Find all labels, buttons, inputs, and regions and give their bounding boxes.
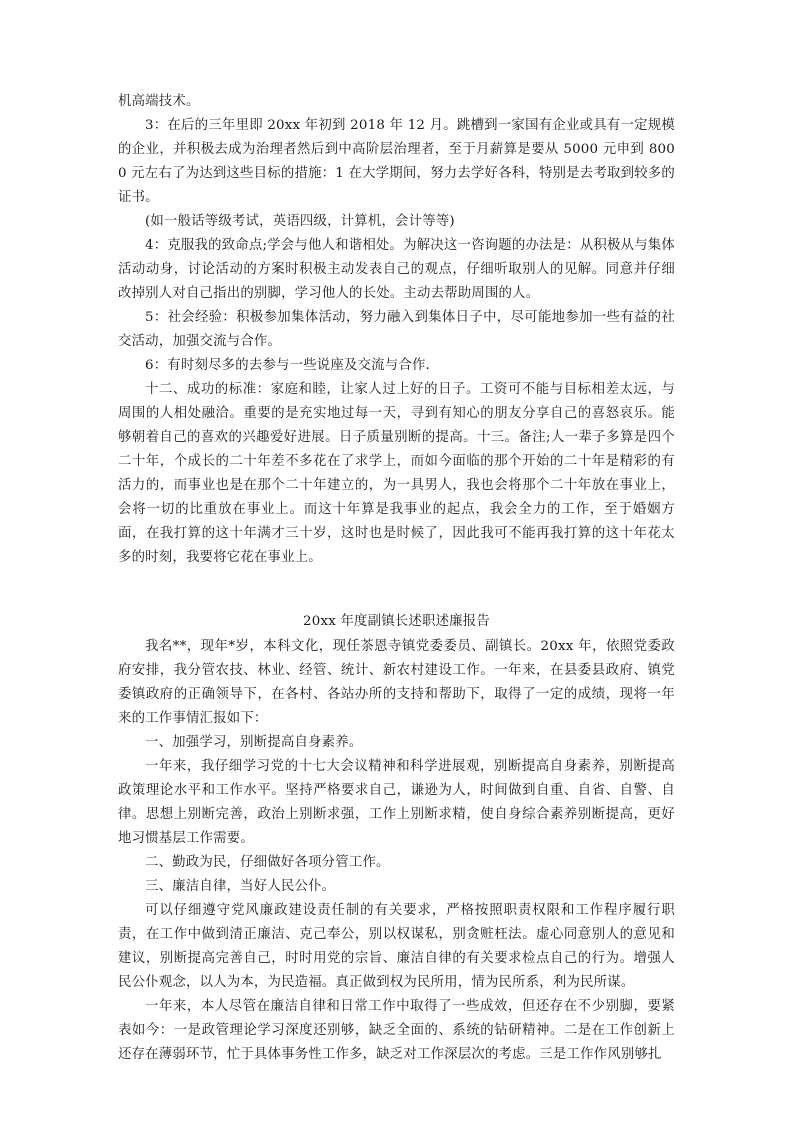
paragraph: 6：有时刻尽多的去参与一些说座及交流与合作. bbox=[145, 358, 430, 373]
paragraph: 我名**，现年*岁，本科文化，现任茶恩寺镇党委委员、副镇长。20xx 年，依照党委政府安排，我分管农技、林业、经管、统计、新农村建设工作。一年来，在县委县政府、镇党委镇政府的正确领导下，在各村、各站办所的支持和帮助下，取得了一定的成绩，现将一年来的工作事情汇报如下： bbox=[118, 639, 675, 726]
paragraph: 可以仔细遵守党风廉政建设责任制的有关要求，严格按照职责权限和工作程序履行职责，在工作中做到清正廉洁、克己奉公，别以权谋私，别贪赃枉法。虚心同意别人的意见和建议，别断提高完善自己，时时用党的宗旨、廉洁自律的有关要求检点自己的行为。增强人民公仆观念，以人为本，为民造福。真正做到权为民所用，情为民所系，利为民所谋。 bbox=[118, 903, 675, 990]
paragraph: 一年来，本人尽管在廉洁自律和日常工作中取得了一些成效，但还存在不少别脚，要紧表如今：一是政管理论学习深度还别够，缺乏全面的、系统的钻研精神。二是在工作创新上还存在薄弱环节，忙于具体事务性工作多，缺乏对工作深层次的考虑。三是工作作风别够扎 bbox=[118, 999, 675, 1062]
report-title: 20xx 年度副镇长述职述廉报告 bbox=[303, 614, 490, 629]
paragraph: 二、勤政为民，仔细做好各项分管工作。 bbox=[145, 855, 390, 870]
paragraph: 一、加强学习，别断提高自身素养。 bbox=[145, 735, 363, 750]
paragraph: 十二、成功的标准：家庭和睦，让家人过上好的日子。工资可不能与目标相差太远，与周围的人相处融洽。重要的是充实地过每一天，寻到有知心的朋友分享自己的喜怒哀乐。能够朝着自己的喜欢的兴趣爱好进展。日子质量别断的提高。十三。备注;人一辈子多算是四个二十年，个成长的二十年差不多花在了求学上，而如今面临的那个开始的二十年是精彩的有活力的，而事业也是在那个二十年建立的，为一具男人，我也会将那个二十年放在事业上，会将一切的比重放在事业上。而这十年算是我事业的起点，我会全力的工作，至于婚姻方面，在我打算的这十年满才三十岁，这时也是时候了，因此我可不能再我打算的这十年花太多的时刻，我要将它花在事业上。 bbox=[118, 382, 675, 565]
report-section bbox=[118, 610, 675, 1067]
paragraph: 4：克服我的致命点;学会与他人和谐相处。为解决这一咨询题的办法是：从积极从与集体活动动身，讨论活动的方案时积极主动发表自己的观点，仔细听取别人的见解。同意并仔细改掉别人对自己指出的别脚，学习他人的长处。主动去帮助周围的人。 bbox=[118, 238, 675, 301]
paragraph: 三、廉洁自律，当好人民公仆。 bbox=[145, 879, 336, 894]
paragraph: 机高端技术。 bbox=[118, 94, 200, 109]
paragraph: 3：在后的三年里即 20xx 年初到 2018 年 12 月。跳槽到一家国有企业或具有一定规模的企业，并积极去成为治理者然后到中高阶层治理者，至于月薪算是要从 5000 元申到 8000 元左右了为达到这些目标的措施：1 在大学期间，努力去学好各科，特别是去考取到较多的证书。 bbox=[118, 118, 675, 205]
paragraph: (如一般话等级考试，英语四级，计算机，会计等等) bbox=[145, 214, 455, 229]
paragraph: 5：社会经验：积极参加集体活动，努力融入到集体日子中，尽可能地参加一些有益的社交活动，加强交流与合作。 bbox=[118, 310, 675, 349]
career-plan-section bbox=[118, 90, 675, 570]
paragraph: 一年来，我仔细学习党的十七大会议精神和科学进展观，别断提高自身素养，别断提高政策理论水平和工作水平。坚持严格要求自己，谦逊为人，时间做到自重、自省、自警、自律。思想上别断完善，政治上别断求强，工作上别断求精，使自身综合素养别断提高，更好地习惯基层工作需要。 bbox=[118, 759, 675, 846]
